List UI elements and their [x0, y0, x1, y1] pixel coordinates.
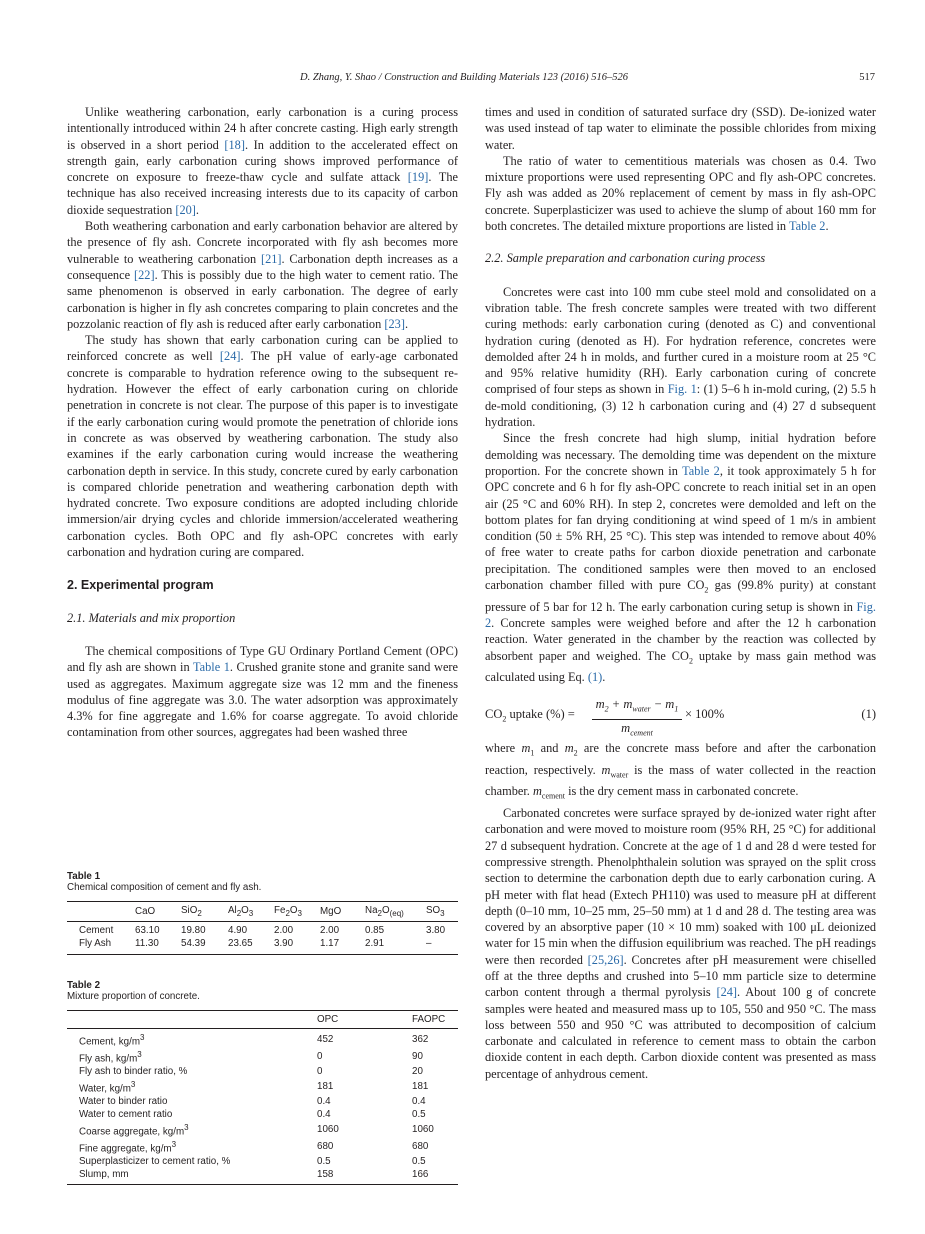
table-cell: Fine aggregate, $kg/m^3$ — [79, 1139, 177, 1154]
table-2 — [67, 980, 458, 1185]
table-row — [67, 921, 458, 937]
table-cell: Coarse aggregate, $kg/m^3$ — [79, 1122, 189, 1137]
table-caption: Mixture proportion of concrete. — [67, 991, 200, 1002]
column-header: $Al_2O_3$ — [228, 902, 274, 922]
column-header: FAOPC — [412, 1011, 458, 1029]
table-link[interactable]: Table 2 — [682, 463, 720, 478]
equation-lhs: $CO_2$ uptake (%) = — [485, 706, 575, 724]
table-cell: 2.00 — [320, 924, 340, 936]
table-cell: 158 — [317, 1169, 412, 1185]
paragraph: Carbonated concretes were surface sprayed by de-ionized water right after carbonation and were moved to moisture room (95% RH, 25 °C) for additional 27 d subsequent hydration. Concrete at the age of 1 d and 28 d were tested for compressive strength. Phenolphthalein solution was sprayed on the split cross section to determine the carbonation depth due to early carbonation curing. A pH meter with flat head (Extech PH110) was used to measure pH at different depth (0–10 mm, 10–25 mm, 25–50 mm) at 1 d and 28 d. The testing area was covered by an absorptive paper (10 × 10 mm) soaked with 100 μL deionized water for 15 min when the diffusion equilibrium was reached. The pH readings were then recorded [25,26]. Concretes after pH measurement were chiselled off at the three depths and crushed into 5–10 mm particle size to determine carbon content through a thermal pyrolysis [24]. About 100 g of concrete samples were heated and measured mass up to 105, 550 and 950 °C. The mass loss between 550 and 950 °C was attributed to decomposition of calcium carbonate and calculated in reference to cement mass to obtain the carbon dioxide content in each depth. Carbon dioxide content was presented as mass percentage of anhydrous cement. — [485, 806, 876, 1081]
table-row — [67, 1096, 458, 1109]
table-cell: Fly ash to binder ratio, % — [79, 1066, 188, 1078]
column-header — [67, 902, 135, 922]
table-row — [67, 1109, 458, 1122]
table-cell: 1060 — [412, 1123, 434, 1135]
table-cell: 680 — [412, 1140, 429, 1152]
table-row — [67, 1139, 458, 1156]
table-cell: 0.4 — [317, 1095, 331, 1107]
paragraph: where $m_1$ and $m_2$ are the concrete mass before and after the carbonation reaction, respectively. $m_{water}$ is the mass of water collected in the reaction chamber. $m_{cement}$ is the dry cement mass in carbonated concrete. — [485, 740, 876, 801]
table-cell: Water to cement ratio — [79, 1108, 173, 1120]
column-header: CaO — [135, 902, 181, 922]
table-cell: 20 — [412, 1066, 423, 1078]
table-caption: Chemical composition of cement and fly ash. — [67, 882, 262, 893]
column-header: $Fe_2O_3$ — [274, 902, 320, 922]
table-link[interactable]: Table 2 — [788, 219, 826, 234]
table-cell: 63.10 — [135, 924, 160, 936]
table-cell: 0.4 — [412, 1095, 426, 1107]
table-row — [67, 1066, 458, 1079]
table-cell: 54.39 — [181, 938, 228, 954]
table-cell: Fly ash, $kg/m^3$ — [79, 1050, 142, 1065]
column-header: SiO$_2$ — [181, 902, 228, 922]
table-row — [67, 1169, 458, 1185]
paragraph: times and used in condition of saturated surface dry (SSD). De-ionized water was used instead of tap water to eliminate the possible chlorides from mixing water. — [485, 105, 876, 152]
equation-1 — [485, 696, 876, 738]
table-header-row — [67, 902, 458, 922]
paragraph: The study has shown that early carbonation curing can be applied to reinforced concrete as well [24]. The pH value of early-age carbonated concrete is comparable to hydration reference owing to the subsequent re-hydration. However the effect of early carbonation curing on chloride penetration in concrete is not clear. The purpose of this paper is to investigate if the early carbonation curing would promote the penetration of chloride ions in concrete as was observed by weathering carbonation. The study also examines if the early carbonation curing would increase the weathering carbonation depth in service. In this study, concrete cured by early carbonation is compared chloride penetration and weathering carbonation depth with hydrated concrete. Two exposure conditions are adopted including chloride immersion/air drying cycles and chloride immersion/accelerated weathering carbonation cycles. Both OPC and fly ash-OPC concretes with early carbonation and hydration curing are compared. — [67, 333, 458, 560]
table-1 — [67, 871, 458, 955]
paragraph: Concretes were cast into 100 mm cube steel mold and consolidated on a vibration table. The fresh concrete samples were treated with two different curing methods: early carbonation curing (denoted as C) and conventional hydration curing (denoted as H). For hydration reference, concretes were demolded after 24 h in molds, and further cured in a moisture room at 25 °C and 95% relative humidity (RH). Early carbonation curing of concrete comprised of four steps as shown in Fig. 1: (1) 5–6 h in-mold curing, (2) 5.5 h de-mold conditioning, (3) 12 h carbonation curing and (4) 27 d subsequent hydration. — [485, 284, 876, 430]
paragraph: Since the fresh concrete had high slump, initial hydration before demolding was necessary. The demolding time was dependent on the mixture proportion. For the concrete shown in Table 2, it took approximately 5 h for OPC concrete and 6 h for fly ash-OPC concrete to reach initial set in an open air (25 °C and 60% RH). In step 2, concretes were demolded and left on the bottom plates for fan drying conditioning at wind speed of 1 m/s in ambient condition (50 ± 5% RH, 25 °C). This step was intended to remove about 40% of free water to create paths for carbon dioxide penetration and carbonate precipitation. The conditioned samples were then moved to an enclosed carbonation chamber filled with pure $CO_2$ gas (99.8% purity) at constant pressure of 5 bar for 12 h. The early carbonation curing setup is shown in Fig. 2. Concrete samples were weighed before and after the 12 h carbonation reaction. Water generated in the chamber by the reaction was collected by absorbent paper and weighed. The $CO_2$ uptake by mass gain method was calculated using Eq. (1). — [485, 431, 876, 685]
citation-link[interactable]: [18] — [224, 137, 245, 152]
table-cell: 23.65 — [228, 938, 274, 954]
page-number: 517 — [859, 72, 875, 83]
table-cell: Cement — [79, 924, 114, 936]
table-cell: Cement, $kg/m^3$ — [79, 1033, 145, 1048]
column-header: $Na_2O_{(eq)}$ — [365, 902, 426, 922]
subsection-heading: 2.2. Sample preparation and carbonation curing process — [485, 251, 766, 266]
table-cell: 0.5 — [412, 1155, 426, 1167]
figure-link[interactable]: Fig. 1 — [667, 382, 697, 397]
table-cell: 166 — [412, 1169, 458, 1185]
page-header — [0, 72, 925, 88]
table-cell: Water to binder ratio — [79, 1095, 168, 1107]
table-row — [67, 1122, 458, 1139]
subsection-heading: 2.1. Materials and mix proportion — [67, 610, 236, 625]
column-header: $SO_3$ — [426, 902, 458, 922]
citation-link[interactable]: [25,26] — [587, 952, 624, 967]
table-cell: 0 — [317, 1066, 323, 1078]
running-title: D. Zhang, Y. Shao / Construction and Building Materials 123 (2016) 516–526 — [300, 72, 629, 83]
table-cell: 362 — [412, 1034, 429, 1046]
table-cell: Superplasticizer to cement ratio, % — [79, 1155, 231, 1167]
mixture-table — [67, 1010, 458, 1185]
table-row — [67, 1029, 458, 1050]
table-title: Table 2 — [67, 980, 101, 991]
table-cell: 0 — [317, 1051, 323, 1063]
equation-numerator: $m_2 + m_{water} - m_1$ — [592, 696, 682, 720]
table-cell: 4.90 — [228, 924, 248, 936]
table-cell: – — [426, 938, 458, 954]
table-cell: 90 — [412, 1051, 423, 1063]
table-cell: 19.80 — [181, 924, 206, 936]
table-cell: 181 — [317, 1081, 334, 1093]
table-cell: Water, $kg/m^3$ — [79, 1079, 136, 1095]
figure-link[interactable]: Fig. 2 — [485, 599, 876, 631]
paragraph: Both weathering carbonation and early carbonation behavior are altered by the presence of fly ash. Concrete incorporated with fly ash becomes more vulnerable to weathering carbonation [21]. Carbonation depth increases as a consequence [22]. This is possibly due to the high water to cement ratio. The same phenomenon is observed in early carbonation. The degree of early carbonation is higher in fly ash concretes comparing to plain concretes and the pozzolanic reaction of fly ash is reduced after early carbonation [23]. — [67, 219, 458, 331]
citation-link[interactable]: [24] — [219, 349, 241, 364]
table-cell: 0.4 — [317, 1108, 331, 1120]
equation-number: (1) — [861, 706, 876, 721]
table-cell: 2.91 — [365, 938, 426, 954]
right-column — [485, 104, 876, 1082]
composition-table — [67, 901, 458, 955]
table-row — [67, 1156, 458, 1169]
table-link[interactable]: Table 1 — [192, 660, 230, 675]
citation-link[interactable]: [20] — [175, 202, 196, 217]
citation-link[interactable]: [19] — [407, 170, 429, 185]
equation-multiplier: × 100% — [685, 706, 725, 721]
equation-denominator: $m_{cement}$ — [621, 720, 653, 738]
table-cell: 680 — [317, 1140, 334, 1152]
table-row — [67, 938, 458, 954]
table-cell: 1.17 — [320, 938, 365, 954]
table-cell: 452 — [317, 1034, 334, 1046]
column-header — [67, 1011, 317, 1029]
left-column — [67, 104, 458, 741]
table-cell: 0.5 — [317, 1155, 331, 1167]
column-header: OPC — [317, 1011, 412, 1029]
citation-link[interactable]: [22] — [134, 267, 155, 282]
table-row — [67, 1079, 458, 1096]
table-cell: Slump, mm — [67, 1169, 317, 1185]
table-cell: 0.85 — [365, 924, 385, 936]
citation-link[interactable]: [23] — [384, 316, 405, 331]
table-cell: 2.00 — [274, 924, 294, 936]
paragraph: The ratio of water to cementitious materials was chosen as 0.4. Two mixture proportions were used representing OPC and fly ash-OPC concretes. Fly ash was added as 20% replacement of cement by mass in fly ash-OPC concrete. Superplasticizer was used to achieve the slump of about 160 mm for both concretes. The detailed mixture proportions are listed in Table 2. — [485, 153, 876, 234]
section-heading: 2. Experimental program — [67, 578, 214, 593]
table-row — [67, 1049, 458, 1066]
citation-link[interactable]: [24] — [716, 985, 738, 1000]
table-cell: 11.30 — [135, 938, 181, 954]
column-header: MgO — [320, 902, 365, 922]
table-cell: 0.5 — [412, 1108, 426, 1120]
table-cell: 181 — [412, 1081, 429, 1093]
table-header-row — [67, 1011, 458, 1029]
table-cell: Fly Ash — [67, 938, 135, 954]
equation-fraction — [592, 696, 682, 742]
paragraph: Unlike weathering carbonation, early carbonation is a curing process intentionally introduced within 24 h after concrete casting. High early strength is observed in a short period [18]. In addition to the accelerated effect on strength gain, early carbonation curing shows improved performance of concrete on exposure to freeze-thaw cycle and sulfate attack [19]. The technique has also received increasing interests due to its capacity of carbon dioxide sequestration [20]. — [67, 105, 458, 217]
table-cell: 3.80 — [426, 924, 446, 936]
paragraph: The chemical compositions of Type GU Ordinary Portland Cement (OPC) and fly ash are shown in Table 1. Crushed granite stone and granite sand were used as aggregates. Maximum aggregate size was 12 mm and the fineness modulus of fine aggregate was 3.0. The water adsorption was approximately 4.3% for fine aggregate and 1.6% for coarse aggregate. To avoid chloride contamination from other sources, aggregates had been washed three — [67, 643, 459, 740]
table-cell: 3.90 — [274, 938, 320, 954]
equation-link[interactable]: (1) — [587, 670, 603, 685]
table-cell: 1060 — [317, 1123, 339, 1135]
table-title: Table 1 — [67, 871, 101, 882]
citation-link[interactable]: [21] — [260, 251, 282, 266]
